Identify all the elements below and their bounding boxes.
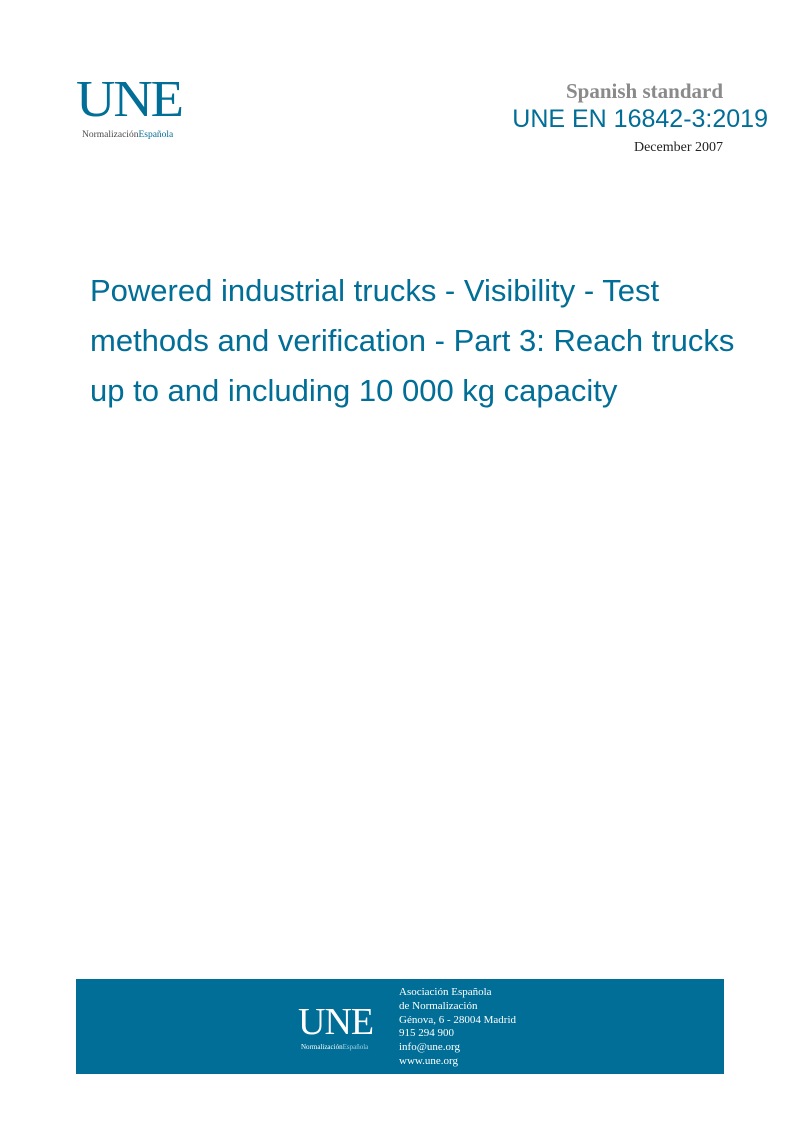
address-street: Génova, 6 - 28004 Madrid xyxy=(399,1013,517,1026)
footer-logo-tagline-accent: Española xyxy=(342,1043,369,1051)
une-logo xyxy=(76,71,194,144)
footer-address xyxy=(399,986,516,1069)
une-logo-tagline-accent: Española xyxy=(138,130,174,140)
document-title-line: up to and including 10 000 kg capacity xyxy=(90,373,618,408)
une-logo-tagline xyxy=(82,130,173,140)
address-organization-line2: de Normalización xyxy=(399,999,478,1012)
footer-band xyxy=(76,979,724,1074)
une-logo-mark: UNE xyxy=(76,71,182,128)
standard-date: December 2007 xyxy=(633,140,723,155)
document-title-line: methods and verification - Part 3: Reach trucks xyxy=(90,323,735,358)
standard-code: UNE EN 16842-3:2019 xyxy=(512,105,768,133)
document-title xyxy=(90,266,780,416)
address-organization-line1: Asociación Española xyxy=(399,986,492,998)
standard-kind: Spanish standard xyxy=(566,79,723,103)
address-phone: 915 294 900 xyxy=(399,1027,454,1040)
footer-une-logo xyxy=(298,1003,380,1053)
footer-une-logo-tagline xyxy=(301,1043,368,1051)
une-logo-tagline-normal: Normalización xyxy=(82,130,139,140)
standard-header xyxy=(512,78,768,158)
address-email: info@une.org xyxy=(399,1041,460,1054)
footer-une-logo-mark: UNE xyxy=(298,1001,374,1043)
footer-logo-tagline-normal: Normalización xyxy=(301,1043,343,1051)
document-title-line: Powered industrial trucks - Visibility - Test xyxy=(90,273,660,308)
address-website: www.une.org xyxy=(399,1054,458,1067)
